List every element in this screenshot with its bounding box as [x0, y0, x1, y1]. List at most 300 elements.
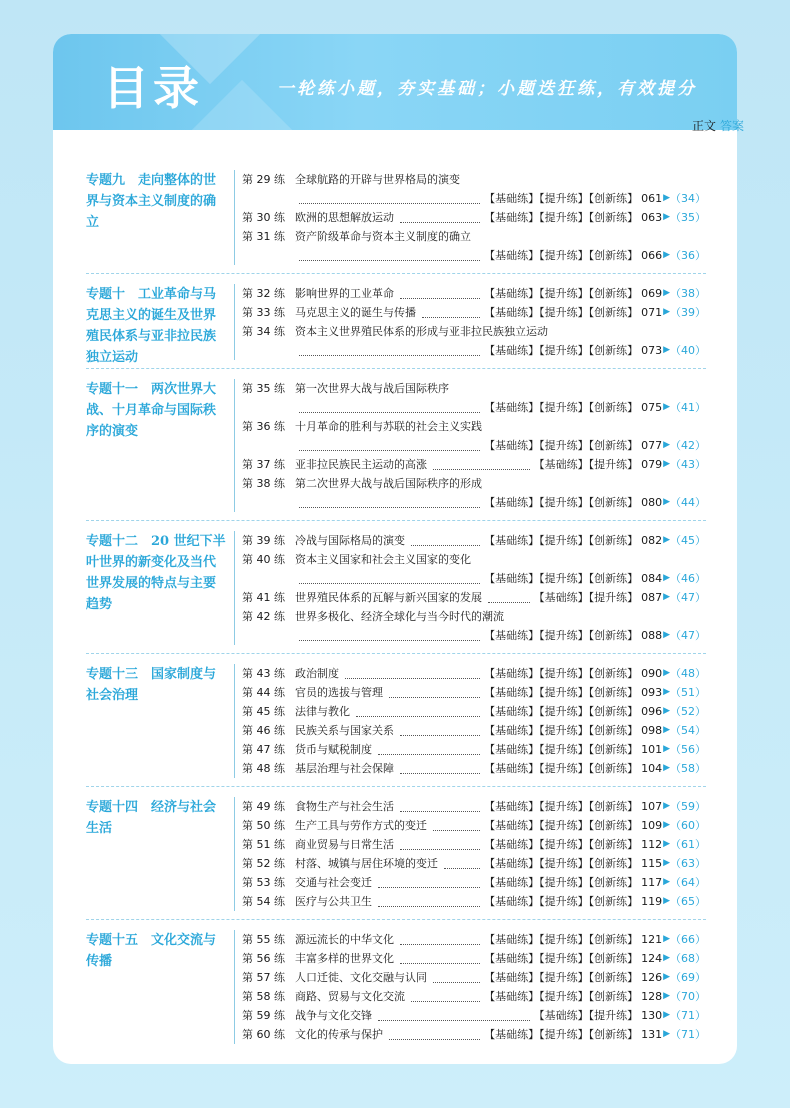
arrow-icon: ▶ — [663, 668, 670, 678]
answer-page: （44） — [670, 496, 706, 509]
toc-section — [86, 520, 706, 653]
lesson-row — [242, 835, 706, 854]
lesson-entry[interactable] — [242, 227, 706, 265]
page-number: 126 — [641, 971, 663, 984]
lesson-row — [242, 322, 706, 341]
lesson-row-continued — [242, 436, 706, 455]
lesson-row — [242, 892, 706, 911]
lesson-row — [242, 702, 706, 721]
lesson-number: 第 51 练 — [242, 838, 285, 851]
lesson-list — [234, 284, 706, 360]
lesson-list — [234, 664, 706, 778]
lesson-title: 影响世界的工业革命 — [295, 287, 394, 300]
page-number: 098 — [641, 724, 663, 737]
answer-page: （54） — [670, 724, 706, 737]
arrow-icon: ▶ — [663, 839, 670, 849]
lesson-entry[interactable] — [242, 322, 706, 360]
answer-page: （60） — [670, 819, 706, 832]
lesson-row — [242, 968, 706, 987]
leader-dots — [400, 935, 480, 945]
answer-page: （52） — [670, 705, 706, 718]
lesson-title: 官员的选拔与管理 — [295, 686, 383, 699]
exercise-types: 【基础练】【提升练】【创新练】 — [484, 724, 639, 737]
exercise-types: 【基础练】【提升练】【创新练】 — [484, 1028, 639, 1041]
exercise-types: 【基础练】【提升练】【创新练】 — [484, 762, 639, 775]
lesson-entry[interactable] — [242, 740, 706, 759]
lesson-title: 民族关系与国家关系 — [295, 724, 394, 737]
lesson-title: 资本主义国家和社会主义国家的变化 — [295, 553, 471, 566]
lesson-entry[interactable] — [242, 949, 706, 968]
arrow-icon: ▶ — [663, 307, 670, 317]
lesson-entry[interactable] — [242, 930, 706, 949]
answer-page: （47） — [670, 629, 706, 642]
exercise-types: 【基础练】【提升练】【创新练】 — [484, 572, 639, 585]
exercise-types: 【基础练】【提升练】【创新练】 — [484, 667, 639, 680]
lesson-row — [242, 208, 706, 227]
lesson-number: 第 39 练 — [242, 534, 285, 547]
page-number: 077 — [641, 439, 663, 452]
page-number: 071 — [641, 306, 663, 319]
toc-section — [86, 653, 706, 786]
leader-dots — [422, 308, 480, 318]
leader-dots — [356, 707, 480, 717]
lesson-row — [242, 987, 706, 1006]
arrow-icon: ▶ — [663, 440, 670, 450]
lesson-number: 第 60 练 — [242, 1028, 285, 1041]
lesson-entry[interactable] — [242, 455, 706, 474]
lesson-title: 马克思主义的诞生与传播 — [295, 306, 416, 319]
lesson-row — [242, 664, 706, 683]
section-topic-title: 专题九 走向整体的世界与资本主义制度的确立 — [86, 173, 217, 230]
exercise-types: 【基础练】【提升练】【创新练】 — [484, 249, 639, 262]
answer-page: （41） — [670, 401, 706, 414]
answer-page: （56） — [670, 743, 706, 756]
leader-dots — [400, 840, 480, 850]
page-number: 075 — [641, 401, 663, 414]
exercise-types: 【基础练】【提升练】【创新练】 — [484, 971, 639, 984]
lesson-title: 十月革命的胜利与苏联的社会主义实践 — [295, 420, 482, 433]
lesson-title: 资产阶级革命与资本主义制度的确立 — [295, 230, 471, 243]
lesson-title: 世界殖民体系的瓦解与新兴国家的发展 — [295, 591, 482, 604]
lesson-entry[interactable] — [242, 1006, 706, 1025]
lesson-number: 第 43 练 — [242, 667, 285, 680]
lesson-row-continued — [242, 189, 706, 208]
exercise-types: 【基础练】【提升练】【创新练】 — [484, 990, 639, 1003]
lesson-number: 第 49 练 — [242, 800, 285, 813]
lesson-row — [242, 854, 706, 873]
lesson-number: 第 45 练 — [242, 705, 285, 718]
page-number: 109 — [641, 819, 663, 832]
lesson-entry[interactable] — [242, 208, 706, 227]
answer-label: 答案 — [719, 119, 744, 133]
lesson-number: 第 31 练 — [242, 230, 285, 243]
exercise-types: 【基础练】【提升练】【创新练】 — [484, 306, 639, 319]
exercise-types: 【基础练】【提升练】【创新练】 — [484, 287, 639, 300]
arrow-icon: ▶ — [663, 706, 670, 716]
leader-dots — [299, 346, 480, 356]
leader-dots — [299, 498, 480, 508]
lesson-entry[interactable] — [242, 303, 706, 322]
answer-page: （38） — [670, 287, 706, 300]
lesson-entry[interactable] — [242, 417, 706, 455]
arrow-icon: ▶ — [663, 725, 670, 735]
page-number: 101 — [641, 743, 663, 756]
answer-page: （66） — [670, 933, 706, 946]
page-number: 082 — [641, 534, 663, 547]
lesson-entry[interactable] — [242, 531, 706, 550]
exercise-types: 【基础练】【提升练】【创新练】 — [484, 838, 639, 851]
toc-sections — [86, 164, 706, 1052]
lesson-list — [234, 531, 706, 645]
main-text-label: 正文 — [691, 119, 716, 133]
lesson-entry[interactable] — [242, 987, 706, 1006]
lesson-number: 第 30 练 — [242, 211, 285, 224]
lesson-title: 交通与社会变迁 — [295, 876, 372, 889]
lesson-title: 世界多极化、经济全球化与当今时代的潮流 — [295, 610, 504, 623]
exercise-types: 【基础练】【提升练】【创新练】 — [484, 876, 639, 889]
lesson-number: 第 52 练 — [242, 857, 285, 870]
exercise-types: 【基础练】【提升练】 — [533, 458, 639, 471]
lesson-row-continued — [242, 493, 706, 512]
answer-page: （45） — [670, 534, 706, 547]
leader-dots — [444, 859, 480, 869]
page-number: 066 — [641, 249, 663, 262]
page-number: 124 — [641, 952, 663, 965]
answer-page: （48） — [670, 667, 706, 680]
leader-dots — [299, 251, 480, 261]
leader-dots — [488, 593, 530, 603]
arrow-icon: ▶ — [663, 212, 670, 222]
arrow-icon: ▶ — [663, 763, 670, 773]
lesson-row — [242, 417, 706, 436]
page-number: 080 — [641, 496, 663, 509]
lesson-entry[interactable] — [242, 797, 706, 816]
arrow-icon: ▶ — [663, 953, 670, 963]
exercise-types: 【基础练】【提升练】【创新练】 — [484, 534, 639, 547]
lesson-entry[interactable] — [242, 664, 706, 683]
lesson-number: 第 35 练 — [242, 382, 285, 395]
lesson-title: 法律与教化 — [295, 705, 350, 718]
exercise-types: 【基础练】【提升练】 — [533, 591, 639, 604]
lesson-title: 全球航路的开辟与世界格局的演变 — [295, 173, 460, 186]
leader-dots — [433, 821, 480, 831]
lesson-title: 商业贸易与日常生活 — [295, 838, 394, 851]
answer-page: （70） — [670, 990, 706, 1003]
lesson-row — [242, 759, 706, 778]
arrow-icon: ▶ — [663, 820, 670, 830]
lesson-entry[interactable] — [242, 170, 706, 208]
lesson-entry[interactable] — [242, 607, 706, 645]
lesson-entry[interactable] — [242, 683, 706, 702]
lesson-entry[interactable] — [242, 284, 706, 303]
answer-page: （36） — [670, 249, 706, 262]
arrow-icon: ▶ — [663, 687, 670, 697]
arrow-icon: ▶ — [663, 402, 670, 412]
page-number: 131 — [641, 1028, 663, 1041]
exercise-types: 【基础练】【提升练】【创新练】 — [484, 857, 639, 870]
lesson-number: 第 38 练 — [242, 477, 285, 490]
lesson-number: 第 57 练 — [242, 971, 285, 984]
lesson-row-continued — [242, 246, 706, 265]
banner-slogan: 一轮练小题，夯实基础；小题迭狂练，有效提分 — [277, 79, 697, 99]
lesson-title: 第一次世界大战与战后国际秩序 — [295, 382, 449, 395]
leader-dots — [299, 194, 480, 204]
lesson-list — [234, 797, 706, 911]
lesson-number: 第 32 练 — [242, 287, 285, 300]
lesson-title: 资本主义世界殖民体系的形成与亚非拉民族独立运动 — [295, 325, 548, 338]
lesson-row — [242, 797, 706, 816]
lesson-list — [234, 170, 706, 265]
lesson-title: 丰富多样的世界文化 — [295, 952, 394, 965]
leader-dots — [299, 631, 480, 641]
lesson-number: 第 47 练 — [242, 743, 285, 756]
lesson-row — [242, 455, 706, 474]
exercise-types: 【基础练】【提升练】【创新练】 — [484, 496, 639, 509]
answer-page: （51） — [670, 686, 706, 699]
arrow-icon: ▶ — [663, 288, 670, 298]
exercise-types: 【基础练】【提升练】 — [533, 1009, 639, 1022]
lesson-title: 第二次世界大战与战后国际秩序的形成 — [295, 477, 482, 490]
answer-page: （69） — [670, 971, 706, 984]
leader-dots — [299, 403, 480, 413]
page-number: 087 — [641, 591, 663, 604]
page-number: 079 — [641, 458, 663, 471]
arrow-icon: ▶ — [663, 972, 670, 982]
lesson-entry[interactable] — [242, 854, 706, 873]
arrow-icon: ▶ — [663, 250, 670, 260]
lesson-title: 文化的传承与保护 — [295, 1028, 383, 1041]
lesson-row-continued — [242, 398, 706, 417]
lesson-row — [242, 550, 706, 569]
arrow-icon: ▶ — [663, 535, 670, 545]
exercise-types: 【基础练】【提升练】【创新练】 — [484, 344, 639, 357]
leader-dots — [378, 745, 480, 755]
lesson-entry[interactable] — [242, 892, 706, 911]
section-topic-title: 专题十四 经济与社会生活 — [86, 800, 217, 836]
leader-dots — [400, 954, 480, 964]
leader-dots — [400, 289, 480, 299]
lesson-number: 第 59 练 — [242, 1009, 285, 1022]
lesson-row — [242, 303, 706, 322]
page-number: 115 — [641, 857, 663, 870]
lesson-row — [242, 816, 706, 835]
answer-page: （61） — [670, 838, 706, 851]
leader-dots — [400, 213, 480, 223]
lesson-entry[interactable] — [242, 968, 706, 987]
lesson-number: 第 46 练 — [242, 724, 285, 737]
page-number: 090 — [641, 667, 663, 680]
lesson-number: 第 58 练 — [242, 990, 285, 1003]
lesson-entry[interactable] — [242, 474, 706, 512]
lesson-entry[interactable] — [242, 588, 706, 607]
lesson-number: 第 54 练 — [242, 895, 285, 908]
lesson-title: 村落、城镇与居住环境的变迁 — [295, 857, 438, 870]
answer-page: （64） — [670, 876, 706, 889]
section-topic-title: 专题十三 国家制度与社会治理 — [86, 667, 217, 703]
lesson-number: 第 41 练 — [242, 591, 285, 604]
lesson-row — [242, 284, 706, 303]
leader-dots — [400, 764, 480, 774]
lesson-row — [242, 721, 706, 740]
leader-dots — [433, 973, 480, 983]
lesson-row — [242, 227, 706, 246]
answer-page: （43） — [670, 458, 706, 471]
toc-section — [86, 919, 706, 1052]
page-title: 目录 — [103, 61, 203, 115]
column-header — [692, 117, 744, 134]
exercise-types: 【基础练】【提升练】【创新练】 — [484, 895, 639, 908]
section-topic-title: 专题十 工业革命与马克思主义的诞生及世界殖民体系与亚非拉民族独立运动 — [86, 287, 217, 365]
arrow-icon: ▶ — [663, 934, 670, 944]
lesson-number: 第 36 练 — [242, 420, 285, 433]
lesson-entry[interactable] — [242, 873, 706, 892]
answer-page: （46） — [670, 572, 706, 585]
arrow-icon: ▶ — [663, 459, 670, 469]
lesson-row — [242, 1025, 706, 1044]
lesson-entry[interactable] — [242, 835, 706, 854]
lesson-list — [234, 379, 706, 512]
arrow-icon: ▶ — [663, 345, 670, 355]
page-number: 084 — [641, 572, 663, 585]
leader-dots — [345, 669, 480, 679]
lesson-row — [242, 170, 706, 189]
page-number: 096 — [641, 705, 663, 718]
exercise-types: 【基础练】【提升练】【创新练】 — [484, 705, 639, 718]
exercise-types: 【基础练】【提升练】【创新练】 — [484, 192, 639, 205]
answer-page: （39） — [670, 306, 706, 319]
leader-dots — [400, 726, 480, 736]
leader-dots — [411, 536, 480, 546]
leader-dots — [378, 1011, 530, 1021]
answer-page: （71） — [670, 1028, 706, 1041]
lesson-entry[interactable] — [242, 721, 706, 740]
lesson-title: 基层治理与社会保障 — [295, 762, 394, 775]
page-number: 093 — [641, 686, 663, 699]
page-number: 128 — [641, 990, 663, 1003]
page-number: 088 — [641, 629, 663, 642]
answer-page: （34） — [670, 192, 706, 205]
lesson-row-continued — [242, 341, 706, 360]
answer-page: （68） — [670, 952, 706, 965]
answer-page: （47） — [670, 591, 706, 604]
exercise-types: 【基础练】【提升练】【创新练】 — [484, 819, 639, 832]
lesson-row — [242, 607, 706, 626]
lesson-row-continued — [242, 626, 706, 645]
lesson-row — [242, 474, 706, 493]
answer-page: （58） — [670, 762, 706, 775]
arrow-icon: ▶ — [663, 193, 670, 203]
leader-dots — [299, 574, 480, 584]
section-topic-title: 专题十一 两次世界大战、十月革命与国际秩序的演变 — [86, 382, 217, 439]
lesson-entry[interactable] — [242, 702, 706, 721]
lesson-entry[interactable] — [242, 1025, 706, 1044]
lesson-row — [242, 379, 706, 398]
exercise-types: 【基础练】【提升练】【创新练】 — [484, 952, 639, 965]
lesson-number: 第 53 练 — [242, 876, 285, 889]
lesson-entry[interactable] — [242, 759, 706, 778]
lesson-title: 欧洲的思想解放运动 — [295, 211, 394, 224]
lesson-title: 冷战与国际格局的演变 — [295, 534, 405, 547]
answer-page: （63） — [670, 857, 706, 870]
answer-page: （40） — [670, 344, 706, 357]
lesson-number: 第 55 练 — [242, 933, 285, 946]
leader-dots — [389, 688, 480, 698]
exercise-types: 【基础练】【提升练】【创新练】 — [484, 743, 639, 756]
lesson-title: 食物生产与社会生活 — [295, 800, 394, 813]
lesson-number: 第 48 练 — [242, 762, 285, 775]
lesson-entry[interactable] — [242, 379, 706, 417]
page-number: 107 — [641, 800, 663, 813]
lesson-row — [242, 873, 706, 892]
lesson-row — [242, 930, 706, 949]
page-number: 121 — [641, 933, 663, 946]
page-number: 119 — [641, 895, 663, 908]
lesson-number: 第 33 练 — [242, 306, 285, 319]
lesson-number: 第 40 练 — [242, 553, 285, 566]
lesson-title: 战争与文化交锋 — [295, 1009, 372, 1022]
lesson-number: 第 37 练 — [242, 458, 285, 471]
lesson-number: 第 42 练 — [242, 610, 285, 623]
lesson-row — [242, 683, 706, 702]
exercise-types: 【基础练】【提升练】【创新练】 — [484, 401, 639, 414]
lesson-row-continued — [242, 569, 706, 588]
lesson-title: 源远流长的中华文化 — [295, 933, 394, 946]
lesson-title: 医疗与公共卫生 — [295, 895, 372, 908]
lesson-title: 亚非拉民族民主运动的高涨 — [295, 458, 427, 471]
arrow-icon: ▶ — [663, 877, 670, 887]
lesson-row — [242, 1006, 706, 1025]
lesson-row — [242, 740, 706, 759]
arrow-icon: ▶ — [663, 1029, 670, 1039]
exercise-types: 【基础练】【提升练】【创新练】 — [484, 800, 639, 813]
arrow-icon: ▶ — [663, 744, 670, 754]
leader-dots — [400, 802, 480, 812]
page-number: 061 — [641, 192, 663, 205]
page-number: 069 — [641, 287, 663, 300]
leader-dots — [378, 878, 480, 888]
lesson-entry[interactable] — [242, 816, 706, 835]
section-topic-title: 专题十二 20 世纪下半叶世界的新变化及当代世界发展的特点与主要趋势 — [86, 534, 226, 612]
arrow-icon: ▶ — [663, 991, 670, 1001]
answer-page: （65） — [670, 895, 706, 908]
page-number: 104 — [641, 762, 663, 775]
lesson-number: 第 29 练 — [242, 173, 285, 186]
page-number: 130 — [641, 1009, 663, 1022]
toc-section — [86, 786, 706, 919]
lesson-list — [234, 930, 706, 1044]
lesson-number: 第 56 练 — [242, 952, 285, 965]
arrow-icon: ▶ — [663, 1010, 670, 1020]
answer-page: （59） — [670, 800, 706, 813]
exercise-types: 【基础练】【提升练】【创新练】 — [484, 933, 639, 946]
arrow-icon: ▶ — [663, 896, 670, 906]
leader-dots — [411, 992, 480, 1002]
toc-section — [86, 273, 706, 368]
leader-dots — [378, 897, 480, 907]
arrow-icon: ▶ — [663, 858, 670, 868]
page-number: 073 — [641, 344, 663, 357]
lesson-number: 第 44 练 — [242, 686, 285, 699]
exercise-types: 【基础练】【提升练】【创新练】 — [484, 211, 639, 224]
leader-dots — [389, 1030, 480, 1040]
lesson-number: 第 34 练 — [242, 325, 285, 338]
lesson-title: 生产工具与劳作方式的变迁 — [295, 819, 427, 832]
lesson-entry[interactable] — [242, 550, 706, 588]
exercise-types: 【基础练】【提升练】【创新练】 — [484, 629, 639, 642]
arrow-icon: ▶ — [663, 497, 670, 507]
arrow-icon: ▶ — [663, 801, 670, 811]
arrow-icon: ▶ — [663, 592, 670, 602]
